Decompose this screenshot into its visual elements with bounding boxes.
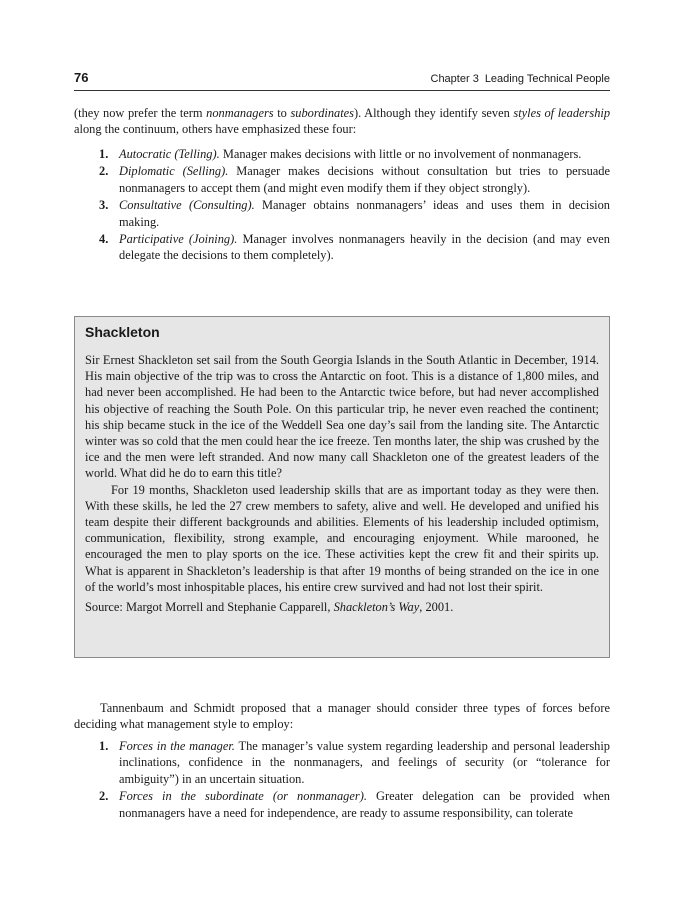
- sidebar-paragraph-1: Sir Ernest Shackleton set sail from the South Georgia Islands in the South Atlantic in December, 1914. His main objective of the trip was to cross the Antarctic on foot. This is a distance of 1,800 miles, and had never been accomplished. He had been to the Antarctic twice before, but had never accomplished his objective of reaching the South Pole. On this particular trip, he never even reached the continent; his ship became stuck in the ice of the Weddell Sea one day’s sail from the landing site. The Antarctic winter was so cold that the men could hear the ice freeze. Ten months later, the ship was crushed by the ice and the men were left stranded. And now many call Shackleton one of the greatest leaders of the world. What did he do to earn this title?: [85, 353, 599, 481]
- leadership-styles-list: [74, 146, 610, 265]
- source-book-title: Shackleton’s Way: [333, 600, 420, 615]
- sidebar-source: [85, 599, 599, 615]
- list-number: 1.: [99, 739, 109, 753]
- sidebar-title: Shackleton: [85, 324, 160, 340]
- list-item: [74, 197, 610, 230]
- page-number: 76: [74, 70, 89, 85]
- intro-italic-1: nonmanagers: [206, 106, 274, 120]
- list-item: [74, 788, 610, 821]
- style-description: Manager obtains nonmanagers’ ideas and uses them in decision making.: [119, 198, 610, 229]
- style-name: Participative (Joining).: [119, 232, 238, 247]
- list-number: 1.: [99, 147, 109, 161]
- sidebar-paragraph-2: For 19 months, Shackleton used leadership skills that are as important today as they were then. With these skills, he led the 27 crew members to safety, alive and well. He developed and unified his team despite their different backgrounds and abilities. Elements of his leadership included optimism, communication, flexibility, strong example, and encouraging enjoyment. While marooned, he encouraged the men to play sports on the ice. These activities kept the crew fit and their spirits up. What is apparent in Shackleton’s leadership is that after 19 months of being stranded on the ice in one of the world’s most inhospitable places, his entire crew survived and had not lost their spirit.: [85, 482, 599, 594]
- source-text: Source: Margot Morrell and Stephanie Capparell,: [85, 600, 334, 615]
- style-name: Diplomatic (Selling).: [119, 164, 229, 179]
- force-description: Greater delegation can be provided when nonmanagers have a need for independence, are ready to assume responsibility, can tolerate: [119, 789, 610, 820]
- sidebar-body: [85, 352, 599, 615]
- force-description: The manager’s value system regarding leadership and personal leadership inclinations, confidence in the nonmanagers, and feelings of security (or “tolerance for ambiguity”) in an uncertain situation.: [119, 739, 610, 786]
- intro-text-1: (they now prefer the term: [74, 106, 207, 120]
- forces-intro-paragraph: Tannenbaum and Schmidt proposed that a manager should consider three types of forces before deciding what management style to employ:: [74, 701, 610, 732]
- chapter-heading: [431, 71, 611, 87]
- list-item: [74, 146, 610, 162]
- style-description: Manager involves nonmanagers heavily in the decision (and may even delegate the decisions to them completely).: [119, 232, 610, 263]
- list-item: [74, 163, 610, 196]
- intro-text-4: along the continuum, others have emphasized these four:: [74, 122, 357, 137]
- list-number: 2.: [99, 164, 109, 179]
- chapter-title: Leading Technical People: [484, 73, 610, 85]
- intro-italic-3: styles of leadership: [513, 106, 611, 120]
- intro-text-2: to: [273, 106, 291, 120]
- list-item: [74, 738, 610, 787]
- style-name: Autocratic (Telling).: [119, 147, 220, 161]
- style-description: Manager makes decisions with little or no involvement of nonmanagers.: [219, 147, 582, 161]
- style-description: Manager makes decisions without consultation but tries to persuade nonmanagers to accept them (and might even modify them if they object strongly).: [119, 164, 610, 195]
- source-year: , 2001.: [419, 600, 454, 615]
- force-name: Forces in the manager.: [119, 739, 235, 753]
- intro-italic-2: subordinates: [290, 106, 354, 120]
- forces-list: [74, 738, 610, 822]
- list-number: 2.: [99, 789, 109, 804]
- chapter-label: Chapter 3: [430, 73, 479, 85]
- intro-paragraph: [74, 105, 610, 138]
- header-rule: [74, 90, 610, 91]
- list-number: 4.: [99, 232, 109, 247]
- running-header: [74, 70, 610, 88]
- list-number: 3.: [99, 198, 109, 213]
- intro-text-3: ). Although they identify seven: [354, 106, 514, 120]
- force-name: Forces in the subordinate (or nonmanager).: [119, 789, 367, 804]
- style-name: Consultative (Consulting).: [119, 198, 255, 213]
- list-item: [74, 231, 610, 264]
- shackleton-sidebar-box: [74, 316, 610, 658]
